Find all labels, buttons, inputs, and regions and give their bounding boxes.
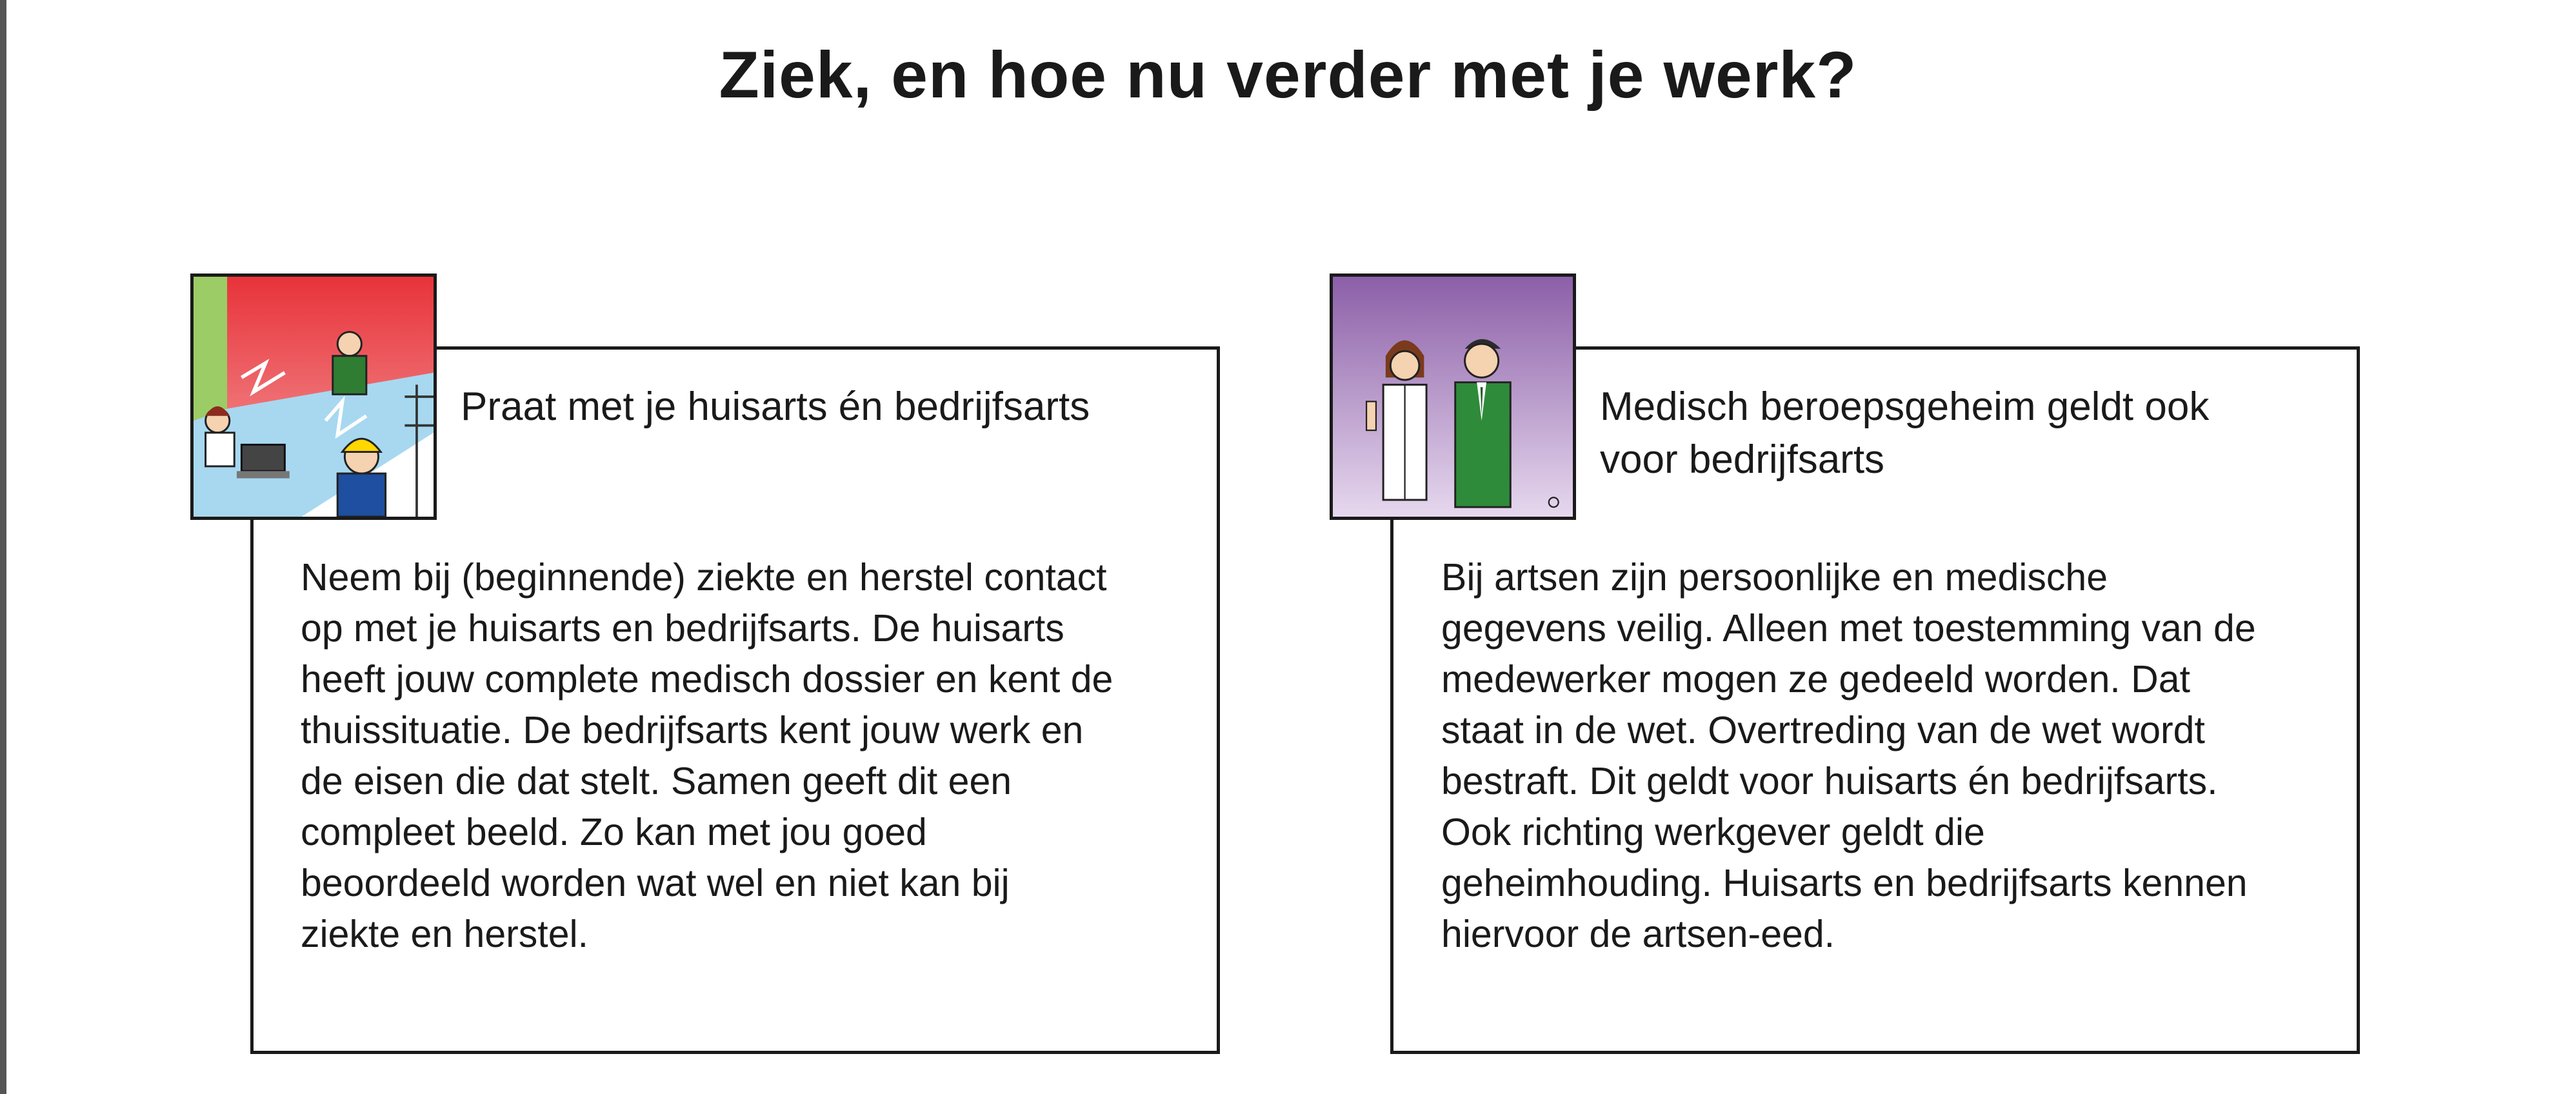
- left-border-rule: [0, 0, 6, 1094]
- body-line: medewerker mogen ze gedeeld worden. Dat: [1441, 658, 2190, 701]
- body-line: op met je huisarts en bedrijfsarts. De huisarts: [301, 607, 1064, 650]
- body-line: bestraft. Dit geldt voor huisarts én bedrijfsarts.: [1441, 760, 2218, 802]
- two-doctors-illustration: [1330, 274, 1576, 520]
- page-title: Ziek, en hoe nu verder met je werk?: [719, 38, 1857, 112]
- body-line: Ook richting werkgever geldt die: [1441, 811, 1985, 853]
- body-line: staat in de wet. Overtreding van de wet wordt: [1441, 709, 2205, 751]
- body-line: beoordeeld worden wat wel en niet kan bij: [301, 862, 1010, 904]
- body-line: compleet beeld. Zo kan met jou goed: [301, 811, 927, 853]
- heading-line: Medisch beroepsgeheim geldt ook: [1600, 384, 2210, 429]
- body-line: ziekte en herstel.: [301, 913, 589, 955]
- card-heading: [1600, 381, 2342, 486]
- body-line: thuissituatie. De bedrijfsarts kent jouw werk en: [301, 709, 1084, 751]
- body-line: hiervoor de artsen-eed.: [1441, 913, 1835, 955]
- office-workers-illustration: [190, 274, 437, 520]
- body-line: heeft jouw complete medisch dossier en kent de: [301, 658, 1113, 701]
- office-workers-icon: [194, 277, 434, 517]
- body-line: geheimhouding. Huisarts en bedrijfsarts kennen: [1441, 862, 2248, 904]
- card-body-text: [301, 552, 1204, 960]
- body-line: Bij artsen zijn persoonlijke en medische: [1441, 556, 2108, 599]
- body-line: de eisen die dat stelt. Samen geeft dit een: [301, 760, 1012, 802]
- card-heading: Praat met je huisarts én bedrijfsarts: [461, 384, 1090, 429]
- heading-line: voor bedrijfsarts: [1600, 437, 1885, 482]
- body-line: Neem bij (beginnende) ziekte en herstel contact: [301, 556, 1107, 599]
- card-body-text: [1441, 552, 2344, 960]
- body-line: gegevens veilig. Alleen met toestemming van de: [1441, 607, 2256, 650]
- two-doctors-icon: [1333, 277, 1573, 517]
